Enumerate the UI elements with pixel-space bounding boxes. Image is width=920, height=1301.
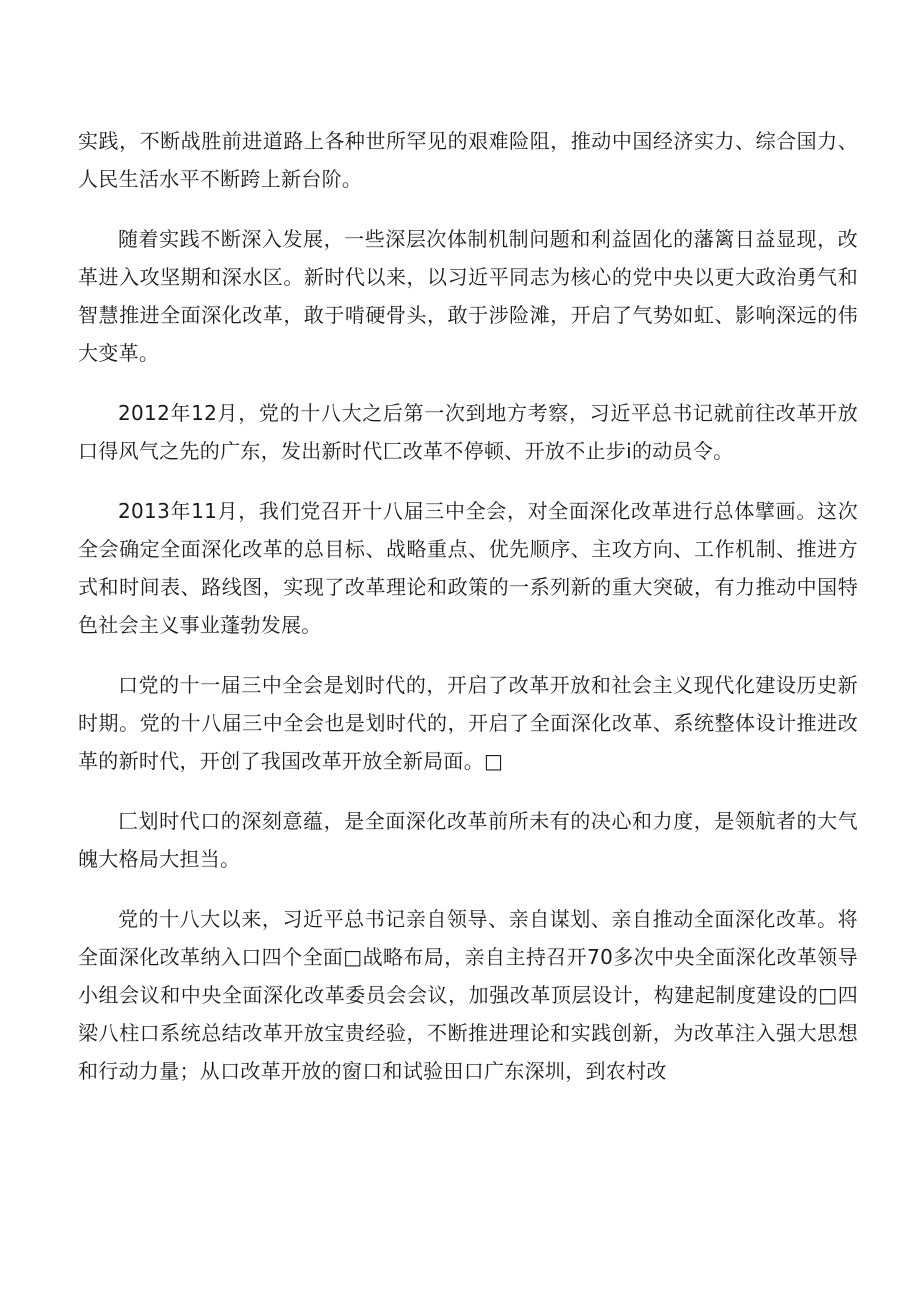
document-body	[78, 122, 858, 1112]
paragraph-6: 匚划时代口的深刻意蕴，是全面深化改革前所未有的决心和力度，是领航者的大气魄大格局大担当。	[78, 809, 858, 871]
paragraph-4: 2013年11月，我们党召开十八届三中全会，对全面深化改革进行总体擘画。这次全会确定全面深化改革的总目标、战略重点、优先顺序、主攻方向、工作机制、推进方式和时间表、路线图，实现了改革理论和政策的一系列新的重大突破，有力推动中国特色社会主义事业蓬勃发展。	[78, 499, 858, 637]
paragraph-7: 党的十八大以来，习近平总书记亲自领导、亲自谋划、亲自推动全面深化改革。将全面深化改革纳入口四个全面□战略布局，亲自主持召开70多次中央全面深化改革领导小组会议和中央全面深化改革委员会会议，加强改革顶层设计，构建起制度建设的□四梁八柱口系统总结改革开放宝贵经验，不断推进理论和实践创新，为改革注入强大思想和行动力量；从口改革开放的窗口和试验田口广东深圳，到农村改	[78, 907, 858, 1083]
paragraph-5: 口党的十一届三中全会是划时代的，开启了改革开放和社会主义现代化建设历史新时期。党的十八届三中全会也是划时代的，开启了全面深化改革、系统整体设计推进改革的新时代，开创了我国改革开放全新局面。□	[78, 673, 858, 773]
paragraph-2: 随着实践不断深入发展，一些深层次体制机制问题和利益固化的藩篱日益显现，改革进入攻坚期和深水区。新时代以来，以习近平同志为核心的党中央以更大政治勇气和智慧推进全面深化改革，敢于啃硬骨头，敢于涉险滩，开启了气势如虹、影响深远的伟大变革。	[78, 227, 858, 365]
paragraph-3: 2012年12月，党的十八大之后第一次到地方考察，习近平总书记就前往改革开放口得风气之先的广东，发出新时代匚改革不停顿、开放不止步i的动员令。	[78, 401, 858, 463]
paragraph-1: 实践，不断战胜前进道路上各种世所罕见的艰难险阻，推动中国经济实力、综合国力、人民生活水平不断跨上新台阶。	[78, 129, 858, 191]
